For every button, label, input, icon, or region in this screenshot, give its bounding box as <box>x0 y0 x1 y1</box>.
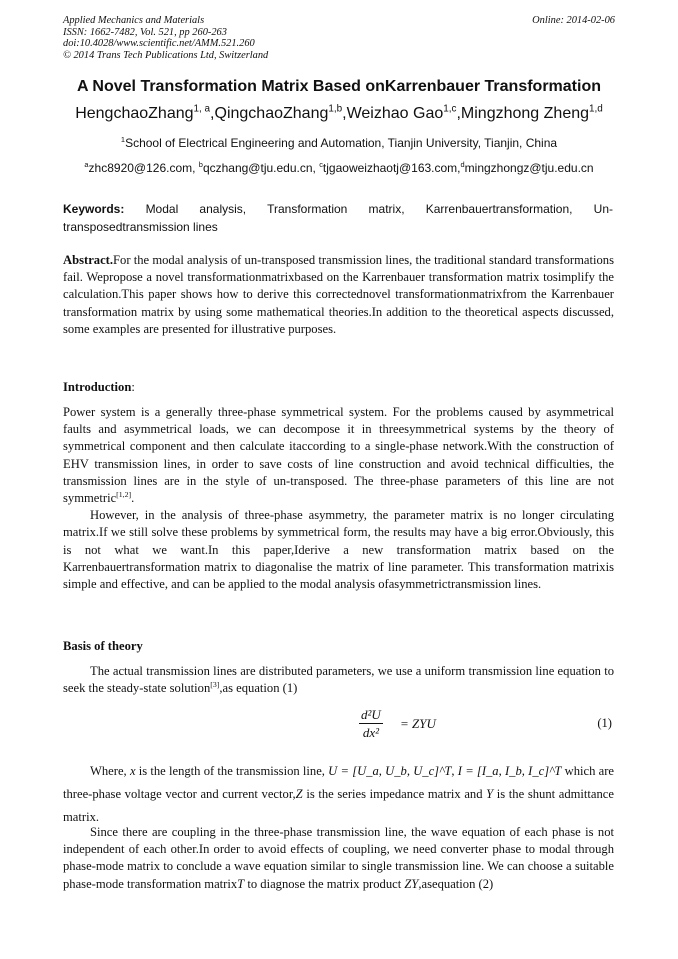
affiliation <box>20 136 658 150</box>
basis-p3-ZY: ZY <box>404 876 419 891</box>
issn: ISSN: 1662-7482, Vol. 521, pp 260-263 <box>63 26 227 38</box>
email-sup: a <box>84 160 89 169</box>
basis-p2-e: is the shunt admittance matrix. <box>63 787 614 824</box>
doi: doi:10.4028/www.scientific.net/AMM.521.260 <box>63 38 255 50</box>
voltage-vector: U = [U_a, U_b, U_c]^T <box>328 764 452 778</box>
author-sup: 1,d <box>589 103 603 115</box>
basis-heading: Basis of theory <box>63 639 143 653</box>
email: qczhang@tju.edu.cn, <box>202 161 320 175</box>
eq1-fraction <box>359 706 383 742</box>
intro-paragraph-2: However, in the analysis of three-phase asymmetry, the parameter matrix is no longer circulating matrix.If we still solve these problems by symmetrical form, the results may have a big error.Obviously, this is not what we want.In this paper,Iderive a new transformation matrix based on the Karrenbauertransformation matrix to diagonalise the matrix of line parameter. This transformation matrixis simple and effective, and can be applied to the modal analysis ofasymmetrictransmission lines. <box>63 508 614 592</box>
author-name: HengchaoZhang <box>75 105 194 122</box>
basis-p2-c: which are three-phase voltage vector and current vector, <box>63 764 615 801</box>
abstract-label: Abstract. <box>63 253 114 267</box>
paper-title: A Novel Transformation Matrix Based onKarrenbauer Transformation <box>77 78 601 95</box>
online-date: Online: 2014-02-06 <box>532 15 615 26</box>
email: zhc8920@126.com, <box>88 161 199 175</box>
basis-p2-Z: Z <box>295 787 303 801</box>
author-sep: , <box>210 105 215 122</box>
email-list <box>20 161 658 175</box>
email-sup: b <box>198 160 203 169</box>
basis-paragraph-2: Where, x is the length of the transmission line, U = [U_a, U_b, U_c]^T, I = [I_a, I_b, I_c]^T which are three-phase voltage vector and current vector,Z is the series impedance matrix and Y is the shunt admittance matrix. <box>63 764 615 824</box>
author-sup: 1,b <box>328 103 343 115</box>
basis-p2-Y: Y <box>486 787 494 801</box>
introduction-heading <box>63 380 135 395</box>
keywords <box>63 200 613 236</box>
eq1-label: (1) <box>597 716 612 730</box>
basis-p2-x: x <box>129 764 136 778</box>
intro-p1-end: . <box>131 491 135 506</box>
basis-p1-text: The actual transmission lines are distributed parameters, we use a uniform transmission line equation to seek the steady-state solution <box>63 664 614 696</box>
copyright: © 2014 Trans Tech Publications Ltd, Switzerland <box>63 49 269 61</box>
abstract-text: For the modal analysis of un-transposed transmission lines, the traditional standard transformations fail. Wepropose a novel transformationmatrixbased on the Karrenbauer transformation matrix tosimplify the calculation.This paper shows how to derive this correctednovel transformationmatrixfrom the Karrenbauer transformation matrix by using some mathematical theories.In addition to the theoretical aspects discussed, some examples are presented for illustrative purposes. <box>63 253 614 336</box>
introduction-heading-text: Introduction <box>63 380 132 394</box>
basis-p3-b: to diagnose the matrix product <box>244 876 405 891</box>
journal-meta <box>63 15 268 61</box>
basis-p2-d: is the series impedance matrix and <box>302 787 487 801</box>
abstract <box>63 252 614 338</box>
journal-name: Applied Mechanics and Materials <box>63 15 205 26</box>
eq1-rhs: = ZYU <box>400 716 436 731</box>
basis-p1-tail: ,as equation (1) <box>219 681 298 696</box>
equation-1 <box>63 706 614 748</box>
basis-p3-c: ,asequation (2) <box>418 876 494 891</box>
author-name: QingchaoZhang <box>214 105 329 122</box>
intro-paragraph-1 <box>63 404 614 507</box>
introduction-heading-colon: : <box>131 380 135 394</box>
intro-p1-ref: [1,2] <box>116 489 132 499</box>
affiliation-sup: 1 <box>120 135 126 144</box>
affiliation-text: School of Electrical Engineering and Automation, Tianjin University, Tianjin, China <box>125 136 558 150</box>
basis-p2-a: Where, <box>90 764 127 778</box>
basis-p3-T: T <box>237 876 245 891</box>
author-sep: , <box>456 105 461 122</box>
author-sep: , <box>342 105 347 122</box>
keywords-label: Keywords: <box>63 202 125 216</box>
email-sup: d <box>460 160 465 169</box>
intro-p1-text: Power system is a generally three-phase symmetrical system. For the problems caused by asymmetrical faults and asymmetrical loads, we can decompose it in threesymmetrical systems by the theory of symmetrical component and then calculate itaccording to a single-phase network.With the construction of EHV transmission lines, in order to save costs of line construction and avoid technical difficulties, the transmission lines are in the style of un-transposed. The three-phase parameters of this line are not symmetric <box>63 405 614 506</box>
email-sup: c <box>319 160 323 169</box>
current-vector: I = [I_a, I_b, I_c]^T <box>457 764 562 778</box>
email: mingzhongz@tju.edu.cn <box>464 161 594 175</box>
email: tjgaoweizhaotj@163.com, <box>322 161 461 175</box>
basis-p1-ref: [3] <box>210 680 220 690</box>
eq1-numerator: d²U <box>361 707 381 722</box>
basis-paragraph-1 <box>63 663 614 697</box>
basis-p3-a: Since there are coupling in the three-phase transmission line, the wave equation of each phase is not independent of each other.In order to avoid effects of coupling, we need converter phase to modal through phase-mode matrix to conclude a wave equation similar to single transmission line. We can choose a suitable phase-mode transformation matrix <box>63 825 614 891</box>
author-name: Mingzhong Zheng <box>460 105 590 122</box>
author-list <box>20 105 658 123</box>
introduction-body <box>63 404 614 593</box>
author-sup: 1,c <box>443 103 457 115</box>
basis-paragraph-3 <box>63 824 614 893</box>
author-sup: 1, a <box>193 103 211 115</box>
author-name: Weizhao Gao <box>346 105 444 122</box>
basis-p2-b: is the length of the transmission line, <box>135 764 329 778</box>
keywords-text: Modal analysis, Transformation matrix, Karrenbauertransformation, Un-transposedtransmission lines <box>63 202 613 234</box>
eq1-denominator: dx² <box>362 725 379 740</box>
